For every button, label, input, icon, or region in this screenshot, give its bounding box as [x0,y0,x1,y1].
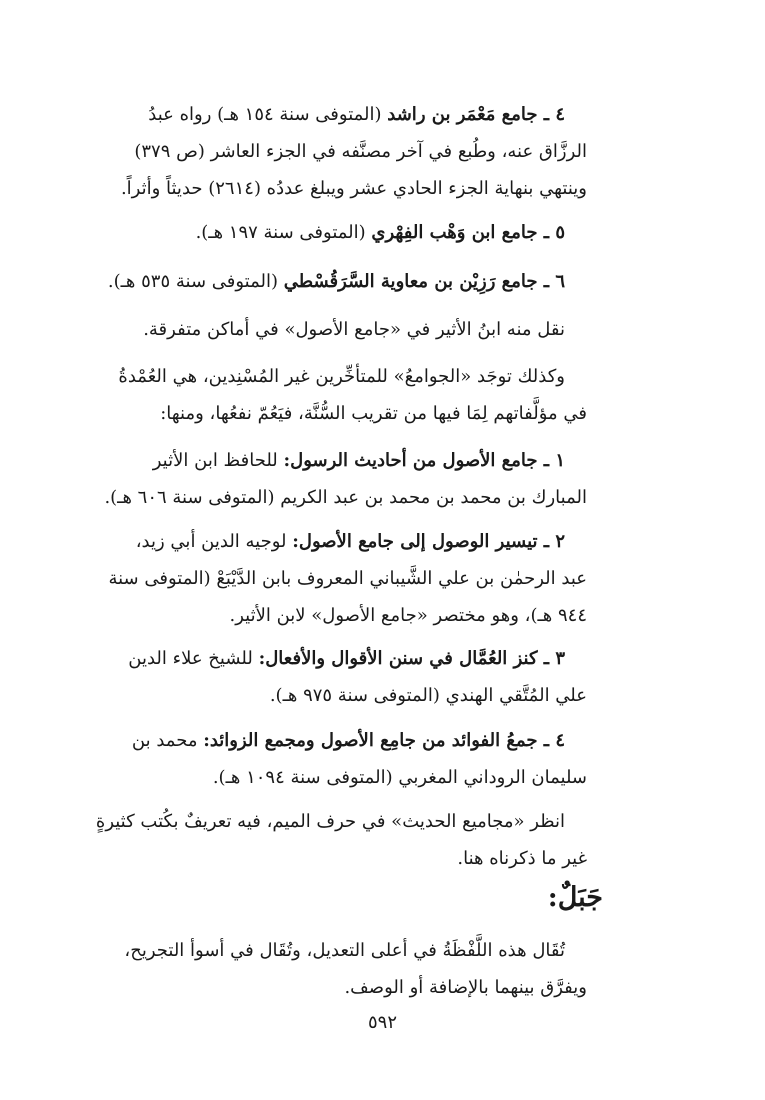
text-line [120,170,587,207]
see-also-note [95,803,587,877]
text-segment: في مؤلَّفاتهم لِمَا فيها من تقريب السُّنَّة، فيَعُمّ نفعُها، ومنها: [160,403,587,424]
bold-title-segment: ٥ ـ جامع ابن وَهْب الفِهْري [371,222,565,243]
text-segment: محمد بن [131,730,204,751]
entry-jami-al-usul [104,442,587,516]
text-line [160,395,587,432]
entry-taysir-al-wusul [108,523,587,634]
term-heading: جَبَلٌ: [547,882,603,913]
text-segment: ٩٤٤ هـ)، وهو مختصر «جامع الأصول» لابن الأثير. [229,605,587,626]
page-number: ٥٩٢ [367,1012,397,1033]
text-segment: (المتوفى سنة ٥٣٥ هـ). [107,271,284,292]
text-line [175,597,587,634]
bold-title-segment: ٤ ـ جامع مَعْمَر بن راشد [387,104,565,125]
text-segment: (المتوفى سنة ١٥٤ هـ) رواه عبدُ [148,104,388,125]
text-line [175,677,587,714]
text-segment: للشيخ علاء الدين [128,648,259,669]
text-line [104,479,587,516]
text-segment: الرزَّاق عنه، وطُبع في آخر مصنَّفه في الجزء العاشر (ص ٣٧٩) [134,141,587,162]
text-line [124,932,587,969]
text-line [175,214,587,251]
text-line [108,560,587,597]
text-line [131,722,587,759]
text-line [175,969,587,1006]
bold-title-segment: ١ ـ جامع الأصول من أحاديث الرسول: [283,450,565,471]
text-line [143,311,587,348]
bold-title-segment: ٣ ـ كنز العُمَّال في سنن الأقوال والأفعال: [258,648,565,669]
text-line [95,803,587,840]
text-segment: وكذلك توجَد «الجوامعُ» للمتأخِّرين غير المُسْنِدين، هي العُمْدةُ [118,366,565,387]
text-segment: (المتوفى سنة ١٩٧ هـ). [195,222,372,243]
text-segment: علي المُتَّقي الهندي (المتوفى سنة ٩٧٥ هـ). [269,685,587,706]
intro-later-jawami [118,358,587,432]
entry-jami-ibn-wahb [175,214,587,251]
text-line [135,523,587,560]
note-ibn-al-athir [143,311,587,348]
text-segment: سليمان الروداني المغربي (المتوفى سنة ١٠٩٤ هـ). [212,767,587,788]
text-line [128,640,587,677]
text-line [175,759,587,796]
text-line [118,358,587,395]
text-line [148,96,587,133]
bold-title-segment: ٦ ـ جامع رَزِيْن بن معاوية السَّرَقُسْطي [283,271,565,292]
entry-jami-razin [107,263,587,300]
text-segment: نقل منه ابنُ الأثير في «جامع الأصول» في أماكن متفرقة. [143,319,565,340]
text-segment: وينتهي بنهاية الجزء الحادي عشر ويبلغ عددُه (٢٦١٤) حديثاً وأثراً. [120,178,587,199]
bold-title-segment: ٢ ـ تيسير الوصول إلى جامع الأصول: [292,531,565,552]
entry-jam-al-fawaid [131,722,587,796]
text-segment: لوجيه الدين أبي زيد، [135,531,293,552]
text-segment: انظر «مجاميع الحديث» في حرف الميم، فيه تعريفٌ بكُتب كثيرةٍ [95,811,565,832]
text-line [175,840,587,877]
text-line [107,263,587,300]
text-line [152,442,587,479]
bold-title-segment: ٤ ـ جمعُ الفوائد من جامِع الأصول ومجمع الزوائد: [203,730,565,751]
text-segment: ويفرَّق بينهما بالإضافة أو الوصف. [344,977,587,998]
text-segment: عبد الرحمٰن بن علي الشَّيباني المعروف بابن الدَّيْبَعْ (المتوفى سنة [108,568,587,589]
text-segment: تُقَال هذه اللَّفْظَةُ في أعلى التعديل، وتُقَال في أسوأ التجريح، [124,940,565,961]
entry-jami-mamar [120,96,587,207]
term-definition [124,932,587,1006]
text-segment: غير ما ذكرناه هنا. [457,848,587,869]
entry-kanz-al-ummal [128,640,587,714]
text-line [134,133,587,170]
text-segment: للحافظ ابن الأثير [152,450,284,471]
text-segment: المبارك بن محمد بن محمد بن عبد الكريم (المتوفى سنة ٦٠٦ هـ). [104,487,587,508]
